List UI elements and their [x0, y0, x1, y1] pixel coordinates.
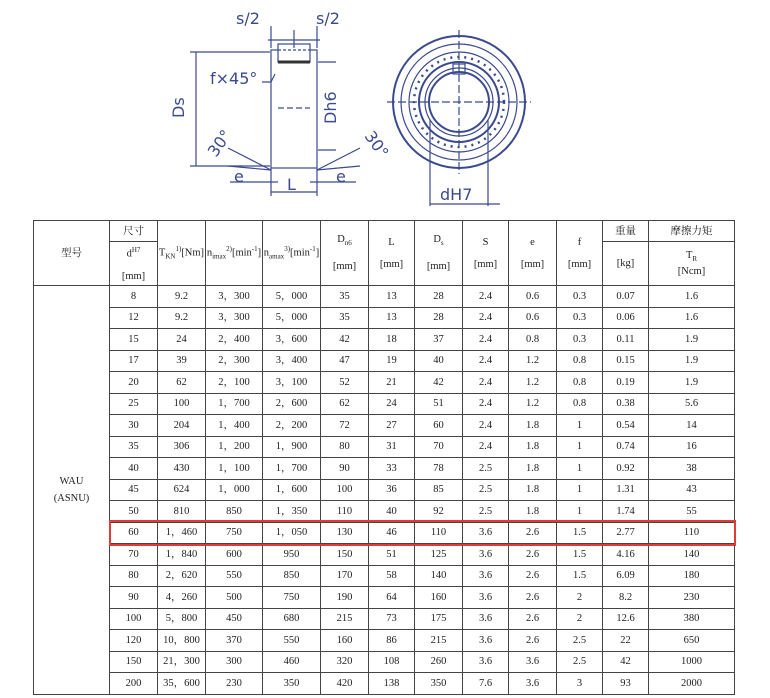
table-cell: 0.54: [603, 415, 649, 437]
table-cell: 93: [603, 673, 649, 695]
table-cell: 1，840: [158, 544, 206, 566]
table-cell: 950: [263, 544, 321, 566]
table-cell: 8.2: [603, 587, 649, 609]
table-cell: 14: [649, 415, 735, 437]
table-cell: 0.3: [557, 307, 603, 329]
table-cell: 45: [110, 479, 158, 501]
table-row: [34, 458, 735, 480]
table-cell: 39: [158, 350, 206, 372]
table-cell: 0.8: [509, 329, 557, 351]
table-cell: 38: [649, 458, 735, 480]
table-cell: 42: [603, 651, 649, 673]
table-cell: 1，700: [263, 458, 321, 480]
table-cell: 1: [557, 501, 603, 523]
table-cell: 36: [369, 479, 415, 501]
table-cell: 0.06: [603, 307, 649, 329]
table-cell: 0.6: [509, 307, 557, 329]
table-cell: 1: [557, 415, 603, 437]
model-alias: (ASNU): [53, 492, 90, 504]
header-e: e [mm]: [509, 221, 557, 286]
table-cell: 150: [321, 544, 369, 566]
table-cell: 2，620: [158, 565, 206, 587]
table-cell: 2.4: [463, 350, 509, 372]
table-row: [34, 479, 735, 501]
table-cell: 1.5: [557, 544, 603, 566]
table-cell: 62: [321, 393, 369, 415]
table-row: [34, 286, 735, 308]
table-cell: 35: [321, 307, 369, 329]
table-cell: 62: [158, 372, 206, 394]
table-cell: 2.4: [463, 307, 509, 329]
table-cell: 70: [415, 436, 463, 458]
table-cell: 0.6: [509, 286, 557, 308]
table-cell: 1: [557, 458, 603, 480]
table-cell: 1.31: [603, 479, 649, 501]
table-cell: 380: [649, 608, 735, 630]
table-cell: 320: [321, 651, 369, 673]
table-cell: 850: [206, 501, 263, 523]
table-row: [34, 393, 735, 415]
table-cell: 175: [415, 608, 463, 630]
table-cell: 750: [206, 522, 263, 544]
label-e-right: e: [336, 167, 346, 186]
table-cell: 2.5: [557, 630, 603, 652]
table-body: [34, 286, 735, 695]
table-cell: 650: [649, 630, 735, 652]
table-cell: 3，300: [206, 307, 263, 329]
label-s-half-left: s/2: [236, 9, 260, 28]
table-cell: 140: [649, 544, 735, 566]
table-cell: 55: [649, 501, 735, 523]
table-cell: 0.19: [603, 372, 649, 394]
table-cell: 300: [206, 651, 263, 673]
table-cell: 15: [110, 329, 158, 351]
header-outer-diameter: $D_{n6}$ [mm]: [321, 221, 369, 286]
table-cell: 1，350: [263, 501, 321, 523]
table-cell: 110: [415, 522, 463, 544]
table-row: [34, 522, 735, 544]
label-s-half-right: s/2: [316, 9, 340, 28]
label-ds: Ds: [169, 97, 188, 118]
table-cell: 600: [206, 544, 263, 566]
table-cell: 1.6: [649, 286, 735, 308]
table-cell: 2.4: [463, 372, 509, 394]
table-cell: 50: [110, 501, 158, 523]
header-bore: $d^{H7}$ [mm]: [110, 242, 158, 286]
table-cell: 624: [158, 479, 206, 501]
table-cell: 1.8: [509, 415, 557, 437]
label-angle-right: 30°: [360, 127, 393, 162]
table-cell: 810: [158, 501, 206, 523]
header-nimax: $n_{imax}^{2)}[\min^{-1}]$: [206, 221, 263, 286]
table-cell: 3，400: [263, 350, 321, 372]
table-cell: 13: [369, 286, 415, 308]
table-row: [34, 565, 735, 587]
table-cell: 0.3: [557, 329, 603, 351]
table-cell: 1.8: [509, 436, 557, 458]
table-cell: 52: [321, 372, 369, 394]
table-cell: 28: [415, 307, 463, 329]
table-cell: 680: [263, 608, 321, 630]
table-cell: 180: [649, 565, 735, 587]
table-cell: 2.5: [463, 458, 509, 480]
table-cell: 230: [206, 673, 263, 695]
table-cell: 138: [369, 673, 415, 695]
table-cell: 2.4: [463, 415, 509, 437]
table-cell: 60: [415, 415, 463, 437]
table-cell: 1，200: [206, 436, 263, 458]
table-row: [34, 329, 735, 351]
table-cell: 550: [263, 630, 321, 652]
table-cell: 420: [321, 673, 369, 695]
table-cell: 4，260: [158, 587, 206, 609]
table-cell: 1.8: [509, 501, 557, 523]
header-tr: $T_R$ [Ncm]: [649, 242, 735, 286]
table-cell: 24: [369, 393, 415, 415]
table-cell: 2，100: [206, 372, 263, 394]
table-cell: 2.5: [557, 651, 603, 673]
table-cell: 2.6: [509, 544, 557, 566]
table-cell: 85: [415, 479, 463, 501]
header-ds: $D_s$ [mm]: [415, 221, 463, 286]
table-cell: 21: [369, 372, 415, 394]
table-row: [34, 501, 735, 523]
table-cell: 2.77: [603, 522, 649, 544]
table-cell: 1.2: [509, 393, 557, 415]
table-cell: 5.6: [649, 393, 735, 415]
table-cell: 12.6: [603, 608, 649, 630]
table-cell: 200: [110, 673, 158, 695]
table-row: [34, 587, 735, 609]
table-cell: 1，100: [206, 458, 263, 480]
table-row: [34, 436, 735, 458]
table-cell: 3.6: [463, 608, 509, 630]
table-cell: 13: [369, 307, 415, 329]
table-cell: 1，460: [158, 522, 206, 544]
table-cell: 64: [369, 587, 415, 609]
table-cell: 190: [321, 587, 369, 609]
table-cell: 2.6: [509, 608, 557, 630]
table-cell: 10，800: [158, 630, 206, 652]
table-cell: 0.74: [603, 436, 649, 458]
table-cell: 19: [369, 350, 415, 372]
table-cell: 0.15: [603, 350, 649, 372]
table-cell: 1.9: [649, 350, 735, 372]
table-cell: 35，600: [158, 673, 206, 695]
table-cell: 0.11: [603, 329, 649, 351]
table-cell: 460: [263, 651, 321, 673]
table-cell: 230: [649, 587, 735, 609]
table-cell: 100: [158, 393, 206, 415]
table-cell: 47: [321, 350, 369, 372]
table-cell: 80: [321, 436, 369, 458]
table-cell: 100: [321, 479, 369, 501]
table-cell: 35: [321, 286, 369, 308]
table-cell: 750: [263, 587, 321, 609]
table-cell: 3.6: [463, 587, 509, 609]
table-cell: 120: [110, 630, 158, 652]
table-cell: 90: [321, 458, 369, 480]
table-cell: 3，100: [263, 372, 321, 394]
table-cell: 25: [110, 393, 158, 415]
table-cell: 1，600: [263, 479, 321, 501]
table-header: [34, 221, 735, 286]
table-cell: 370: [206, 630, 263, 652]
table-cell: 2.6: [509, 565, 557, 587]
table-cell: 21，300: [158, 651, 206, 673]
table-cell: 5，000: [263, 286, 321, 308]
table-cell: 130: [321, 522, 369, 544]
table-cell: 306: [158, 436, 206, 458]
table-cell: 5，000: [263, 307, 321, 329]
table-cell: 4.16: [603, 544, 649, 566]
table-cell: 58: [369, 565, 415, 587]
table-row: [34, 608, 735, 630]
table-cell: 12: [110, 307, 158, 329]
table-cell: 1，700: [206, 393, 263, 415]
table-cell: 2000: [649, 673, 735, 695]
table-cell: 3.6: [463, 565, 509, 587]
table-cell: 2.4: [463, 393, 509, 415]
table-cell: 1: [557, 436, 603, 458]
table-cell: 108: [369, 651, 415, 673]
table-cell: 550: [206, 565, 263, 587]
table-cell: 78: [415, 458, 463, 480]
table-cell: 1: [557, 479, 603, 501]
header-length: L [mm]: [369, 221, 415, 286]
table-cell: 24: [158, 329, 206, 351]
table-cell: 2.6: [509, 630, 557, 652]
table-cell: 500: [206, 587, 263, 609]
table-cell: 1.5: [557, 522, 603, 544]
table-cell: 150: [110, 651, 158, 673]
table-cell: 3.6: [463, 651, 509, 673]
table-cell: 0.92: [603, 458, 649, 480]
specification-table: [33, 220, 735, 695]
table-row: [34, 415, 735, 437]
table-cell: 2: [557, 608, 603, 630]
header-model: 型号: [34, 221, 110, 286]
table-row: [34, 307, 735, 329]
table-cell: 2.4: [463, 436, 509, 458]
table-cell: 0.38: [603, 393, 649, 415]
table-cell: 1.74: [603, 501, 649, 523]
table-cell: 1，900: [263, 436, 321, 458]
table-cell: 40: [369, 501, 415, 523]
table-cell: 215: [415, 630, 463, 652]
table-cell: 350: [415, 673, 463, 695]
table-cell: 46: [369, 522, 415, 544]
table-cell: 2.4: [463, 286, 509, 308]
table-cell: 215: [321, 608, 369, 630]
table-cell: 450: [206, 608, 263, 630]
table-cell: 1.8: [509, 479, 557, 501]
table-cell: 204: [158, 415, 206, 437]
table-cell: 33: [369, 458, 415, 480]
table-cell: 350: [263, 673, 321, 695]
table-cell: 28: [415, 286, 463, 308]
table-cell: 31: [369, 436, 415, 458]
table-cell: 2: [557, 587, 603, 609]
table-cell: 100: [110, 608, 158, 630]
header-size: 尺寸: [110, 221, 158, 242]
header-tkn: $T_{KN}^{1)}[Nm]$: [158, 221, 206, 286]
table-cell: 3.6: [509, 651, 557, 673]
table-cell: 22: [603, 630, 649, 652]
header-weight: 重量: [603, 221, 649, 242]
table-cell: 1.6: [649, 307, 735, 329]
side-section-outline: [271, 50, 317, 168]
table-cell: 2，200: [263, 415, 321, 437]
table-cell: 60: [110, 522, 158, 544]
table-row: [34, 544, 735, 566]
table-cell: 40: [110, 458, 158, 480]
table-cell: 18: [369, 329, 415, 351]
table-cell: 1.2: [509, 372, 557, 394]
table-cell: 0.8: [557, 350, 603, 372]
table-cell: 0.07: [603, 286, 649, 308]
table-cell: 8: [110, 286, 158, 308]
model-name: WAU: [59, 475, 84, 487]
table-cell: 3.6: [463, 630, 509, 652]
header-friction: 摩擦力矩: [649, 221, 735, 242]
label-bore: dH7: [440, 185, 473, 204]
table-cell: 5，800: [158, 608, 206, 630]
label-e-left: e: [234, 167, 244, 186]
table-cell: 7.6: [463, 673, 509, 695]
table-cell: 3，600: [263, 329, 321, 351]
table-cell: 2.6: [509, 522, 557, 544]
table-cell: 1000: [649, 651, 735, 673]
label-length: L: [287, 175, 296, 194]
table-cell: 43: [649, 479, 735, 501]
table-cell: 86: [369, 630, 415, 652]
table-cell: 110: [649, 522, 735, 544]
header-f: f [mm]: [557, 221, 603, 286]
table-cell: 2，300: [206, 350, 263, 372]
table-cell: 430: [158, 458, 206, 480]
table-cell: 90: [110, 587, 158, 609]
label-angle-left: 30°: [203, 126, 236, 161]
table-cell: 170: [321, 565, 369, 587]
table-cell: 20: [110, 372, 158, 394]
model-cell: [34, 286, 110, 695]
table-row: [34, 673, 735, 695]
table-row: [34, 372, 735, 394]
table-cell: 0.3: [557, 286, 603, 308]
table-cell: 2，400: [206, 329, 263, 351]
table-cell: 73: [369, 608, 415, 630]
table-cell: 1，050: [263, 522, 321, 544]
table-cell: 51: [415, 393, 463, 415]
table-cell: 0.8: [557, 393, 603, 415]
table-cell: 92: [415, 501, 463, 523]
table-cell: 3.6: [463, 522, 509, 544]
table-cell: 1.8: [509, 458, 557, 480]
table-cell: 1，000: [206, 479, 263, 501]
table-cell: 51: [369, 544, 415, 566]
table-cell: 3: [557, 673, 603, 695]
table-cell: 9.2: [158, 307, 206, 329]
table-cell: 35: [110, 436, 158, 458]
label-dh6: Dh6: [321, 91, 340, 124]
table-cell: 850: [263, 565, 321, 587]
table-cell: 40: [415, 350, 463, 372]
table-cell: 6.09: [603, 565, 649, 587]
table-cell: 2.6: [509, 587, 557, 609]
bearing-technical-drawing: [0, 0, 770, 215]
table-cell: 16: [649, 436, 735, 458]
table-cell: 17: [110, 350, 158, 372]
table-cell: 42: [321, 329, 369, 351]
table-cell: 1.5: [557, 565, 603, 587]
table-cell: 72: [321, 415, 369, 437]
table-cell: 140: [415, 565, 463, 587]
header-s: S [mm]: [463, 221, 509, 286]
table-cell: 160: [321, 630, 369, 652]
table-cell: 110: [321, 501, 369, 523]
table-cell: 42: [415, 372, 463, 394]
table-cell: 70: [110, 544, 158, 566]
table-cell: 260: [415, 651, 463, 673]
table-cell: 1.2: [509, 350, 557, 372]
table-cell: 37: [415, 329, 463, 351]
label-chamfer: f×45°: [210, 69, 258, 88]
table-cell: 2.4: [463, 329, 509, 351]
table-cell: 3，300: [206, 286, 263, 308]
table-cell: 80: [110, 565, 158, 587]
table-cell: 1，400: [206, 415, 263, 437]
table-cell: 160: [415, 587, 463, 609]
table-cell: 27: [369, 415, 415, 437]
table-cell: 9.2: [158, 286, 206, 308]
table-cell: 0.8: [557, 372, 603, 394]
table-cell: 2，600: [263, 393, 321, 415]
table-cell: 3.6: [463, 544, 509, 566]
table-cell: 2.5: [463, 501, 509, 523]
table-row: [34, 630, 735, 652]
table-row: [34, 350, 735, 372]
table-cell: 1.9: [649, 329, 735, 351]
table-cell: 1.9: [649, 372, 735, 394]
table-cell: 30: [110, 415, 158, 437]
table-cell: 125: [415, 544, 463, 566]
table-cell: 2.5: [463, 479, 509, 501]
table-cell: 3.6: [509, 673, 557, 695]
header-namax: $n_{amax}^{3)}[\min^{-1}]$: [263, 221, 321, 286]
header-weight-unit: [kg]: [603, 242, 649, 286]
table-row: [34, 651, 735, 673]
